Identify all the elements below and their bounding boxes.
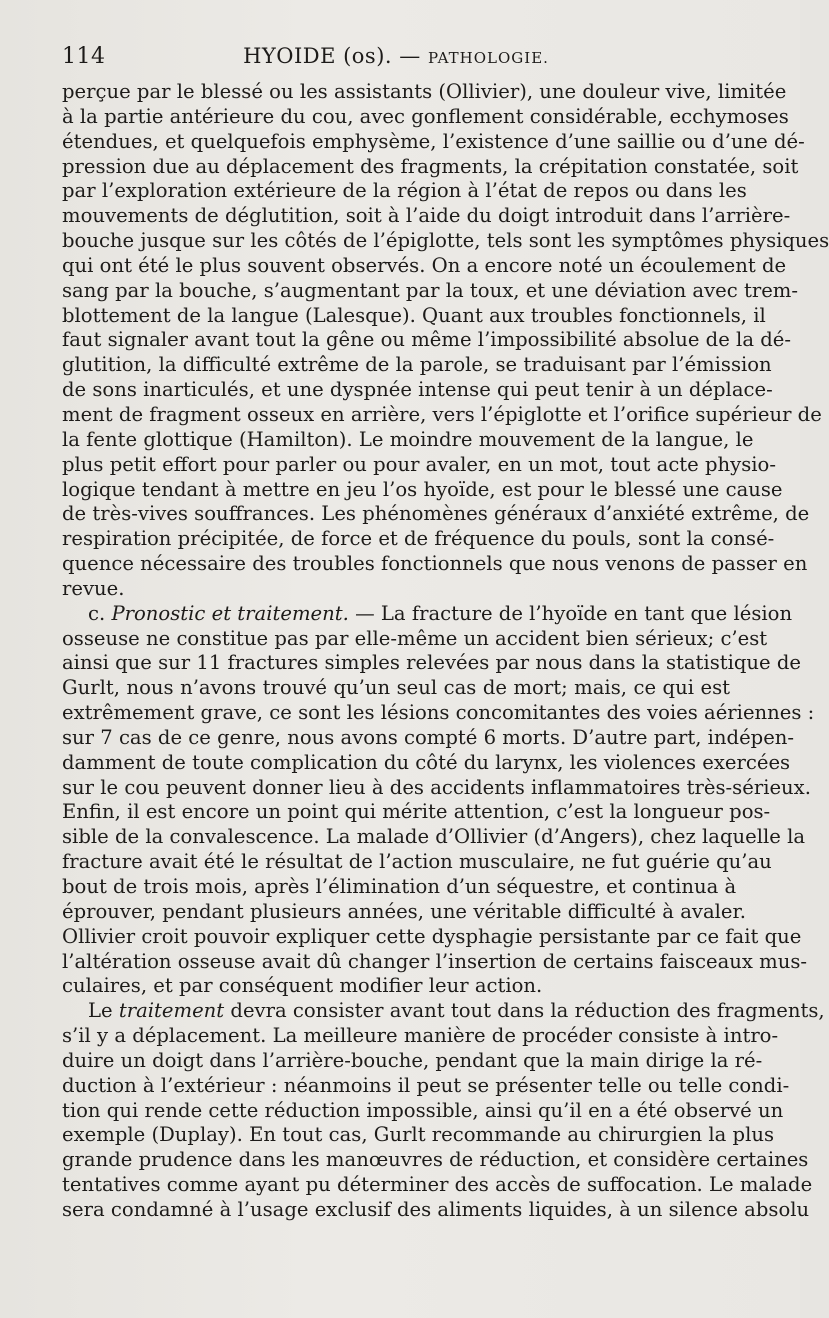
text-line: tion qui rende cette réduction impossible, ainsi qu’il en a été observé un (62, 1098, 784, 1122)
body-text (62, 80, 829, 1223)
paragraph-prognosis (62, 626, 815, 1000)
text-line: de sons inarticulés, et une dyspnée intense qui peut tenir à un déplace- (62, 378, 773, 402)
running-title (62, 44, 730, 68)
text-line: sur le cou peuvent donner lieu à des accidents inflammatoires très-sérieux. (62, 775, 811, 799)
text-line: l’altération osseuse avait dû changer l’insertion de certains faisceaux mus- (62, 949, 808, 973)
section-c-label: c. (88, 601, 106, 625)
text-line: exemple (Duplay). En tout cas, Gurlt recommande au chirurgien la plus (62, 1123, 775, 1147)
section-c-heading-line (62, 601, 793, 627)
section-c-title: Pronostic et traitement. (111, 601, 349, 625)
text-line: sera condamné à l’usage exclusif des aliments liquides, à un silence absolu (62, 1197, 810, 1221)
text-line: Enfin, il est encore un point qui mérite attention, c’est la longueur pos- (62, 800, 771, 824)
text-line: osseuse ne constitue pas par elle-même un accident bien sérieux; c’est (62, 626, 768, 650)
running-title-section: PATHOLOGIE. (427, 49, 549, 67)
traitement-first-line (62, 999, 825, 1024)
text-line: quence nécessaire des troubles fonctionnels que nous venons de passer en (62, 552, 808, 576)
running-title-main: HYOIDE (os). (243, 44, 393, 68)
text-line: blottement de la langue (Lalesque). Quant aux troubles fonctionnels, il (62, 303, 766, 327)
text-line: duction à l’extérieur : néanmoins il peut se présenter telle ou telle condi- (62, 1073, 790, 1097)
traitement-italic-word: traitement (118, 999, 225, 1023)
text-line: bout de trois mois, après l’élimination d’un séquestre, et continua à (62, 875, 737, 898)
page-number: 114 (62, 44, 106, 69)
running-title-dash: — (392, 44, 428, 68)
text-line: étendues, et quelquefois emphysème, l’existence d’une saillie ou d’une dé- (62, 129, 805, 153)
text-line: ment de fragment osseux en arrière, vers l’épiglotte et l’orifice supérieur de (62, 402, 822, 426)
text-line: Ollivier croit pouvoir expliquer cette dysphagie persistante par ce fait que (62, 924, 802, 948)
traitement-lead: Le (88, 999, 119, 1023)
text-line: fracture avait été le résultat de l’action musculaire, ne fut guérie qu’au (62, 850, 772, 874)
text-line: sang par la bouche, s’augmentant par la toux, et une déviation avec trem- (62, 278, 798, 302)
text-line: revue. (62, 576, 125, 600)
text-line: la fente glottique (Hamilton). Le moindre mouvement de la langue, le (62, 427, 754, 451)
text-line: logique tendant à mettre en jeu l’os hyoïde, est pour le blessé une cause (62, 477, 783, 501)
traitement-first-line-rest: devra consister avant tout dans la réduction des fragments, (224, 999, 825, 1023)
text-line: respiration précipitée, de force et de fréquence du pouls, sont la consé- (62, 527, 775, 551)
text-line: ainsi que sur 11 fractures simples relevées par nous dans la statistique de (62, 651, 802, 675)
text-line: qui ont été le plus souvent observés. On a encore noté un écoulement de (62, 253, 787, 277)
text-line: à la partie antérieure du cou, avec gonflement considérable, ecchymoses (62, 104, 789, 128)
text-line: Gurlt, nous n’avons trouvé qu’un seul cas de mort; mais, ce qui est (62, 676, 730, 700)
text-line: s’il y a déplacement. La meilleure manière de procéder consiste à intro- (62, 1024, 779, 1048)
paragraph-symptoms (62, 80, 829, 602)
section-c-first-line: — La fracture de l’hyoïde en tant que lésion (348, 601, 793, 625)
text-line: pression due au déplacement des fragments, la crépitation constatée, soit (62, 154, 799, 178)
text-line: perçue par le blessé ou les assistants (Ollivier), une douleur vive, limitée (62, 80, 787, 103)
text-line: culaires, et par conséquent modifier leur action. (62, 974, 543, 998)
text-line: sur 7 cas de ce genre, nous avons compté 6 morts. D’autre part, indépen- (62, 725, 795, 749)
text-line: glutition, la difficulté extrême de la parole, se traduisant par l’émission (62, 353, 772, 377)
text-line: plus petit effort pour parler ou pour avaler, en un mot, tout acte physio- (62, 452, 776, 476)
text-line: bouche jusque sur les côtés de l’épiglotte, tels sont les symptômes physiques (62, 229, 829, 253)
text-line: éprouver, pendant plusieurs années, une véritable difficulté à avaler. (62, 899, 746, 923)
text-line: sible de la convalescence. La malade d’Ollivier (d’Angers), chez laquelle la (62, 825, 806, 849)
text-line: extrêmement grave, ce sont les lésions concomitantes des voies aériennes : (62, 701, 815, 725)
paragraph-treatment (62, 1024, 813, 1223)
text-line: par l’exploration extérieure de la région à l’état de repos ou dans les (62, 179, 747, 203)
text-line: mouvements de déglutition, soit à l’aide du doigt introduit dans l’arrière- (62, 204, 791, 228)
text-line: de très-vives souffrances. Les phénomènes généraux d’anxiété extrême, de (62, 502, 810, 526)
text-line: grande prudence dans les manœuvres de réduction, et considère certaines (62, 1148, 809, 1172)
text-line: tentatives comme ayant pu déterminer des accès de suffocation. Le malade (62, 1173, 813, 1197)
text-line: duire un doigt dans l’arrière-bouche, pendant que la main dirige la ré- (62, 1048, 763, 1072)
text-line: damment de toute complication du côté du larynx, les violences exercées (62, 750, 791, 774)
text-line: faut signaler avant tout la gêne ou même l’impossibilité absolue de la dé- (62, 328, 791, 352)
page-header (62, 44, 730, 78)
